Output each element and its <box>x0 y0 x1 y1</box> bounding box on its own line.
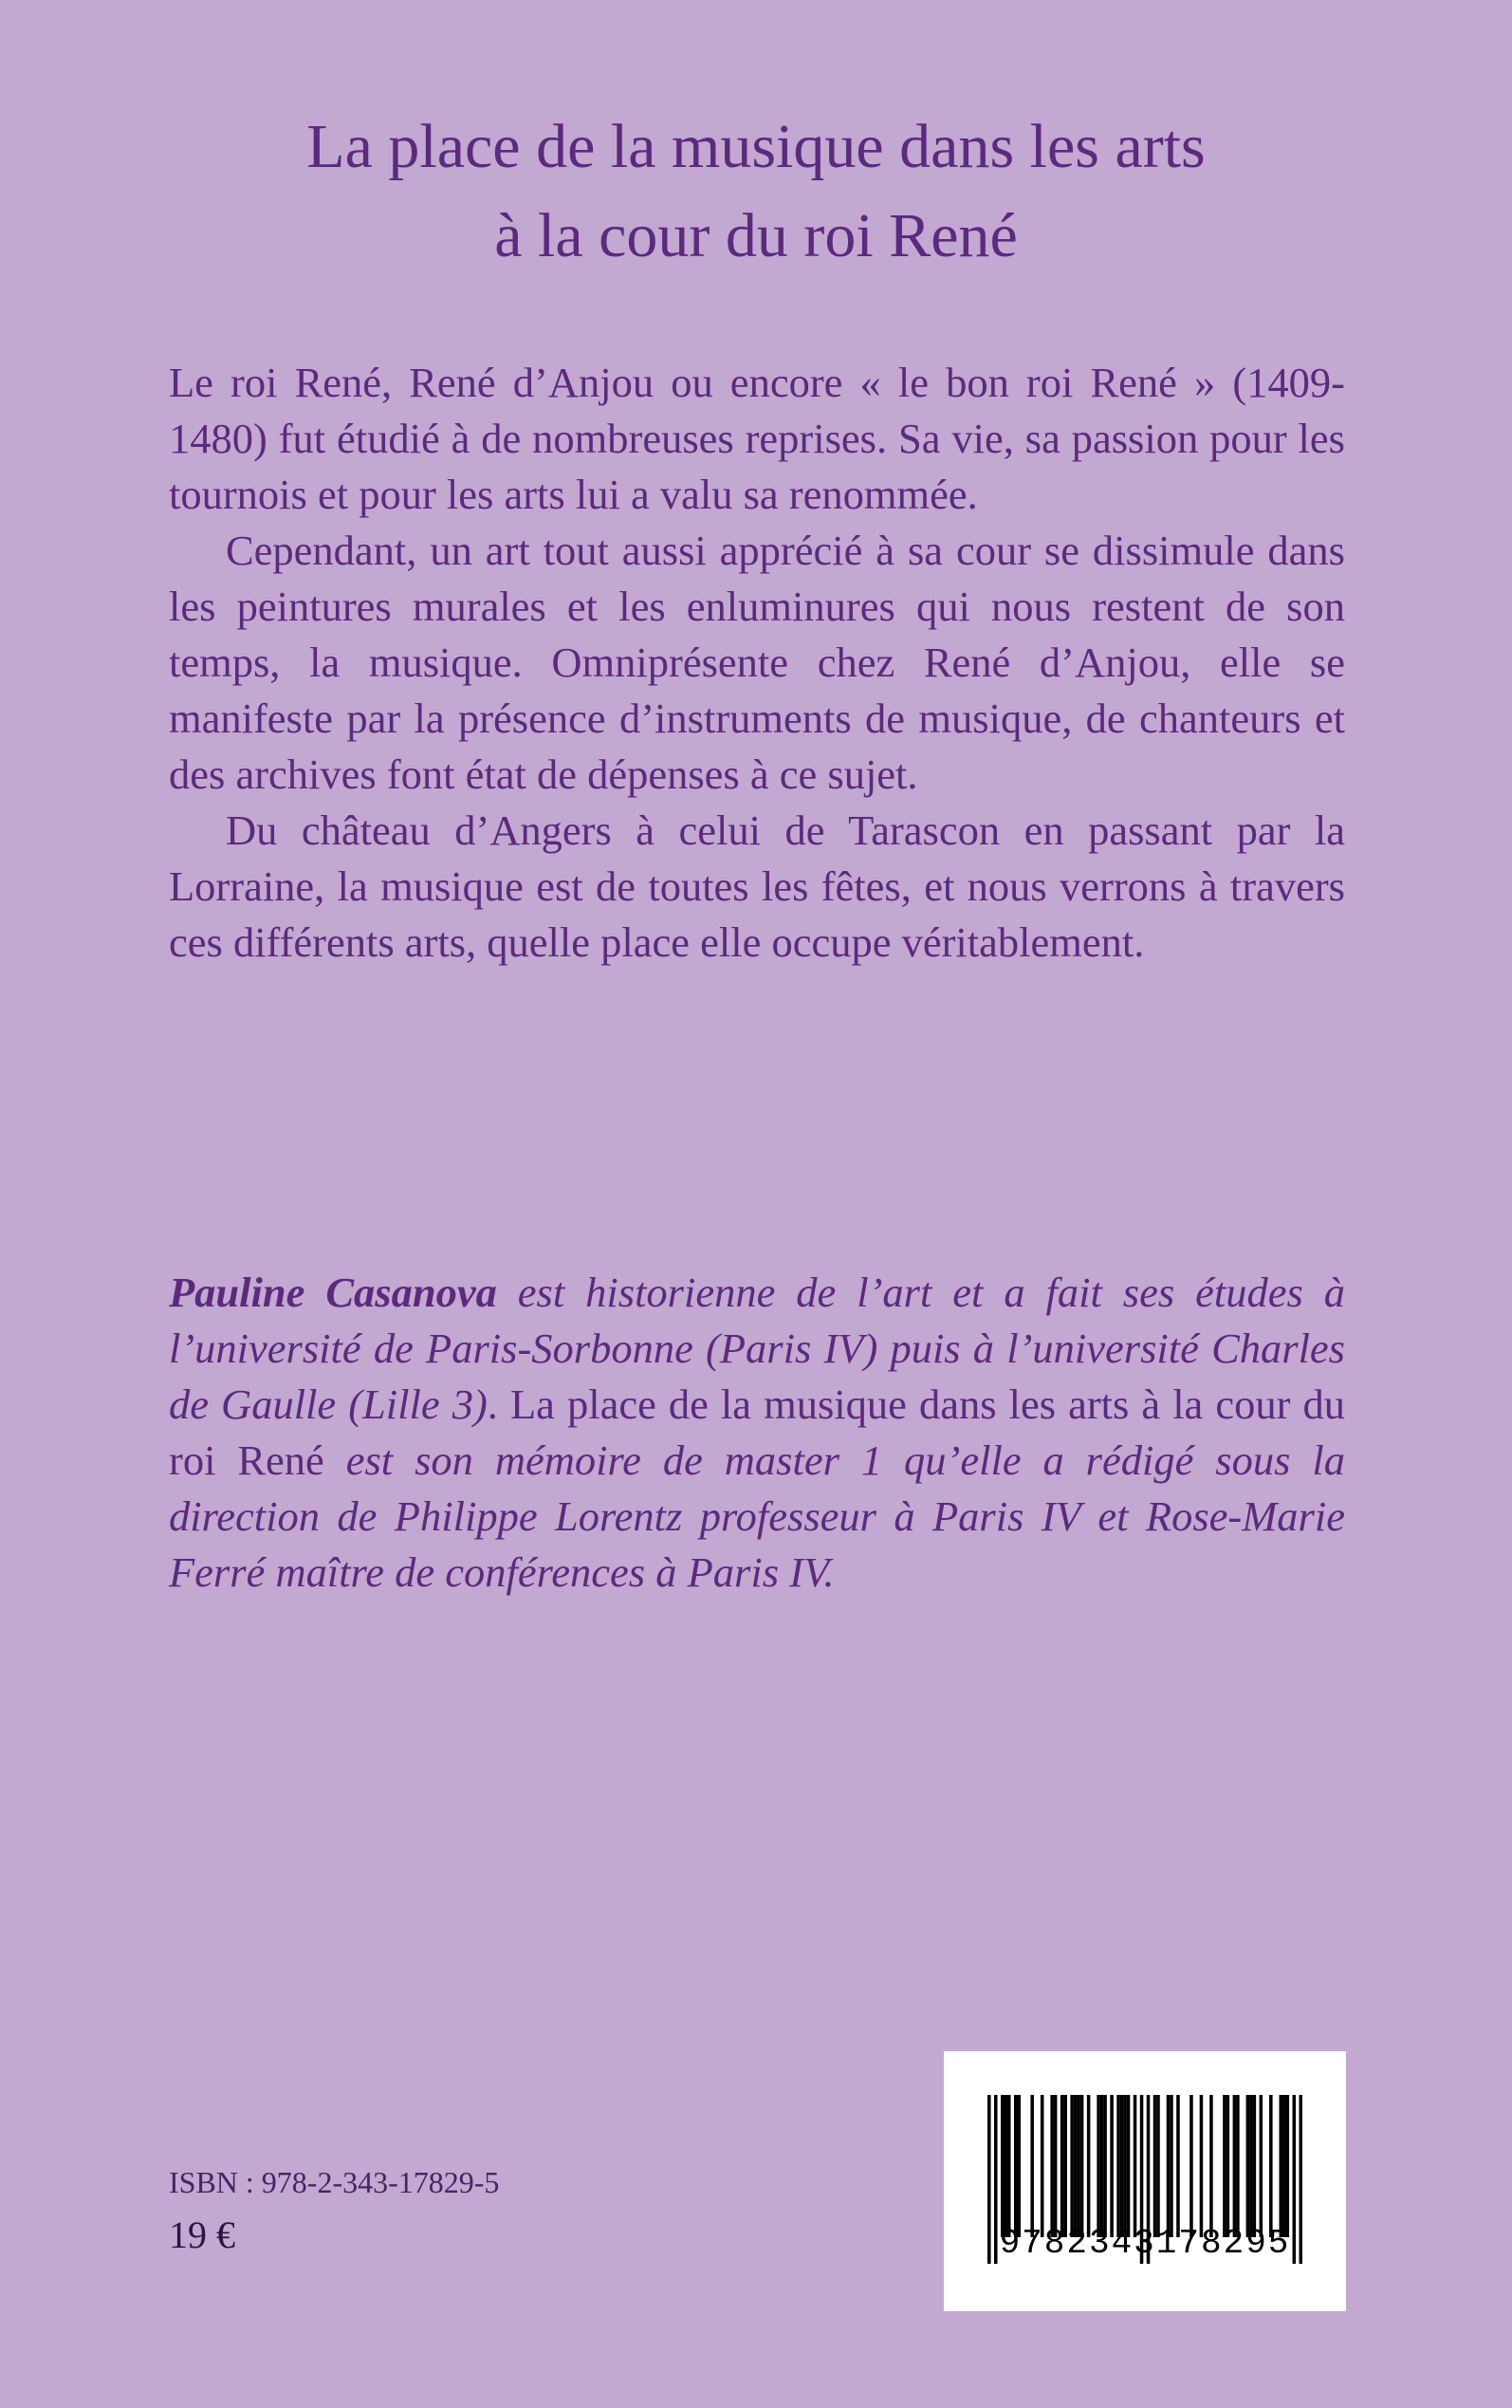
barcode-bar <box>1226 2095 1230 2237</box>
barcode-bar <box>1209 2095 1213 2237</box>
title-line-1: La place de la musique dans les arts <box>306 112 1206 181</box>
author-bio-part-1: est historienne de l’art et a fait ses études à l’université de Paris-Sorbonne (Paris IV) puis à l’université Charles de Gaulle (Lille 3) <box>169 1269 1345 1428</box>
barcode-bar <box>1074 2095 1078 2237</box>
barcode-bar <box>1170 2095 1173 2237</box>
author-bio <box>169 1265 1345 1601</box>
blurb-paragraph-1: Le roi René, René d’Anjou ou encore « le bon roi René » (1409-1480) fut étudié à de nombreuses reprises. Sa vie, sa passion pour les tournois et pour les arts lui a valu sa renommée. <box>169 359 1345 518</box>
barcode-bar <box>1156 2095 1160 2237</box>
barcode-bar <box>1103 2095 1107 2237</box>
barcode <box>944 2051 1346 2311</box>
barcode-bar <box>1167 2095 1171 2237</box>
barcode-bar <box>1054 2095 1058 2237</box>
barcode-bar <box>1249 2095 1253 2237</box>
barcode-bar <box>1001 2095 1005 2237</box>
price-label: 19 € <box>169 2214 235 2256</box>
barcode-bar <box>1116 2095 1120 2237</box>
blurb-paragraph-2: Cependant, un art tout aussi apprécié à sa cour se dissimule dans les peintures murales et les enluminures qui nous restent de son temps, la musique. Omniprésente chez René d’Anjou, elle se manifeste par la présence d’instruments de musique, de chanteurs et des archives font état de dépenses à ce sujet. <box>169 527 1345 798</box>
barcode-bar <box>1176 2095 1180 2237</box>
book-title <box>0 102 1512 281</box>
barcode-bar <box>1077 2095 1080 2237</box>
barcode-bar <box>1269 2095 1273 2237</box>
barcode-bar <box>1253 2095 1257 2237</box>
barcode-bar <box>1014 2095 1018 2237</box>
barcode-bar <box>1087 2095 1091 2237</box>
title-line-2: à la cour du roi René <box>494 201 1018 270</box>
barcode-bar <box>1260 2095 1263 2237</box>
barcode-bar <box>1223 2095 1226 2237</box>
barcode-bar <box>1004 2095 1007 2237</box>
barcode-bar <box>1246 2095 1250 2237</box>
blurb-paragraph-3: Du château d’Angers à celui de Tarascon en passant par la Lorraine, la musique est de toutes les fêtes, et nous verrons à travers ces différents arts, quelle place elle occupe véritablement. <box>169 806 1345 966</box>
barcode-bar <box>1286 2095 1290 2237</box>
barcode-bar <box>1070 2095 1074 2237</box>
barcode-bar <box>1282 2095 1286 2237</box>
barcode-bar <box>1123 2095 1127 2237</box>
barcode-bar <box>1134 2095 1137 2237</box>
author-bio-part-2: . La place de la musique dans les arts à la cour du roi René <box>169 1380 1345 1484</box>
barcode-bar <box>1233 2095 1237 2237</box>
barcode-bar <box>1063 2095 1067 2237</box>
barcode-bar <box>1017 2095 1021 2237</box>
author-name: Pauline Casanova <box>169 1269 497 1316</box>
isbn-label: ISBN : 978-2-343-17829-5 <box>169 2165 500 2199</box>
barcode-bar <box>1189 2095 1193 2237</box>
barcode-bar <box>1120 2095 1124 2237</box>
barcode-bar <box>1050 2095 1054 2237</box>
barcode-bar <box>1280 2095 1283 2237</box>
barcode-bar <box>1100 2095 1104 2237</box>
book-blurb <box>169 355 1345 971</box>
barcode-number: 9782343178295 <box>999 2224 1291 2263</box>
barcode-bar <box>1060 2095 1064 2237</box>
barcode-bar <box>1080 2095 1084 2237</box>
author-bio-part-3: est son mémoire de master 1 qu’elle a rédigé sous la direction de Philippe Lorentz professeur à Paris IV et Rose-Marie Ferré maître de conférences à Paris IV. <box>169 1436 1345 1596</box>
barcode-bar <box>1153 2095 1157 2237</box>
barcode-bar <box>1007 2095 1011 2237</box>
barcode-bar <box>1041 2095 1044 2237</box>
barcode-bar <box>1200 2095 1204 2237</box>
barcode-bar <box>1030 2095 1034 2237</box>
barcode-bar <box>1236 2095 1240 2237</box>
barcode-bar <box>1110 2095 1114 2237</box>
barcode-bar <box>1097 2095 1100 2237</box>
barcode-bar <box>1127 2095 1131 2237</box>
